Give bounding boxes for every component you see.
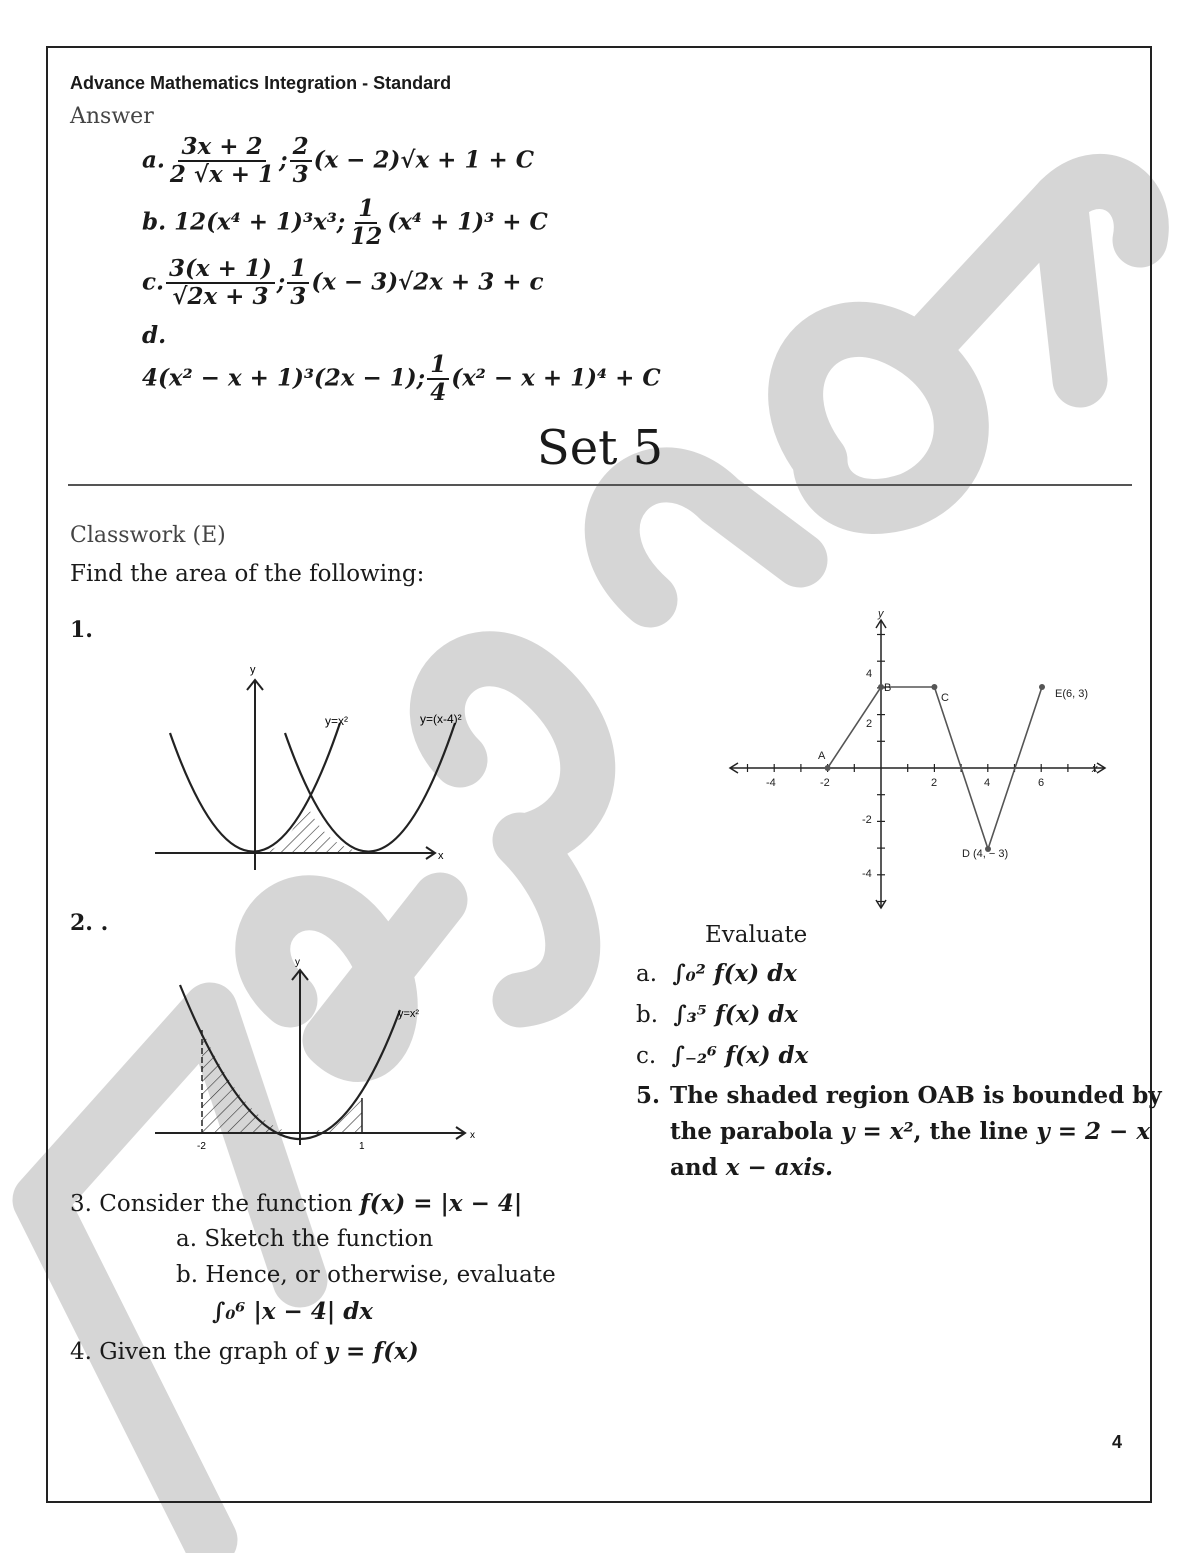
question-5-text: and	[670, 1154, 718, 1181]
question-4-text: 4. Given the graph of	[70, 1339, 318, 1365]
x-tick-label: 6	[1038, 777, 1045, 789]
y-tick-label: -2	[862, 814, 872, 826]
x-tick-label: 4	[984, 777, 991, 789]
point-b-label: B	[884, 682, 892, 694]
question-4	[70, 1338, 419, 1365]
fraction-denominator: √2x + 3	[172, 283, 269, 311]
tick-label-right: 1	[359, 1141, 365, 1152]
point-c	[931, 684, 937, 690]
point-e-label: E(6, 3)	[1055, 688, 1089, 700]
y-axis-label: y	[878, 608, 884, 620]
fraction-numerator: 3x + 2	[178, 134, 265, 162]
instruction: Find the area of the following:	[70, 561, 425, 587]
fraction-denominator: 3	[290, 283, 307, 311]
question-3b: b. Hence, or otherwise, evaluate	[176, 1262, 556, 1288]
fraction-numerator: 2	[290, 134, 312, 162]
question-4-function: y = f(x)	[324, 1338, 419, 1365]
shaded-region	[202, 1030, 362, 1133]
fraction-numerator: 1	[355, 196, 377, 224]
graph-two-parabolas	[150, 655, 490, 880]
question-3-function: f(x) = |x − 4|	[359, 1190, 523, 1217]
evaluate-b-integral: ∫₃⁵ f(x) dx	[673, 1001, 799, 1028]
question-5-line-1: The shaded region OAB is bounded by	[670, 1082, 1162, 1109]
tick-label-left: -2	[197, 1141, 206, 1152]
question-5-axis: x − axis.	[725, 1154, 834, 1181]
answer-c-prefix: c.	[142, 268, 165, 296]
page-number: 4	[1112, 1432, 1123, 1452]
y-axis-label: y	[250, 664, 256, 676]
y-tick-label: 4	[866, 668, 873, 680]
question-5-text: the parabola	[670, 1118, 834, 1145]
answer-b	[142, 196, 548, 251]
x-axis-label: x	[470, 1130, 475, 1141]
evaluate-c-integral: ∫₋₂⁶ f(x) dx	[671, 1042, 809, 1069]
x-tick-label: -2	[820, 777, 830, 789]
question-3-text: 3. Consider the function	[70, 1191, 353, 1217]
x-axis-label: x	[1092, 763, 1098, 775]
y-tick-label: -4	[862, 868, 872, 880]
y-tick-label: 2	[866, 718, 873, 730]
question-3a: a. Sketch the function	[176, 1226, 434, 1252]
evaluate-a	[636, 960, 797, 987]
answer-a-tail: (x − 2)√x + 1 + C	[313, 146, 535, 174]
answer-a-prefix: a.	[142, 146, 165, 174]
question-5-text: , the line	[913, 1118, 1029, 1145]
evaluate-b-label: b.	[636, 1002, 659, 1028]
answer-d-tail: (x² − x + 1)⁴ + C	[451, 364, 661, 392]
fraction-numerator: 1	[287, 256, 309, 284]
evaluate-c	[636, 1042, 808, 1069]
answer-c: c. $\frac{3(x + 1)}{√2x + 3}$ ; $\frac{1}{3}$ (x − 3)√2x + 3 + c	[142, 255, 544, 311]
fraction-numerator: 3(x + 1)	[166, 256, 275, 284]
point-a	[825, 765, 831, 771]
question-5-line-3	[670, 1154, 833, 1181]
answer-c-tail: (x − 3)√2x + 3 + c	[311, 268, 544, 296]
question-3	[70, 1190, 522, 1217]
question-5-parabola: y = x²	[841, 1118, 914, 1145]
evaluate-c-label: c.	[636, 1043, 657, 1069]
point-d-label: D (4, − 3)	[962, 848, 1009, 860]
point-c-label: C	[941, 692, 949, 704]
fraction-denominator: 2 √x + 1	[169, 161, 275, 189]
evaluate-a-integral: ∫₀² f(x) dx	[672, 960, 797, 987]
question-2-number: 2. .	[70, 910, 109, 936]
question-5-line-2	[670, 1118, 1150, 1145]
answer-d-label: d.	[142, 322, 167, 349]
question-5-number: 5.	[636, 1082, 661, 1109]
divider	[68, 484, 1132, 486]
answer-label: Answer	[70, 104, 154, 129]
point-a-label: A	[818, 750, 826, 762]
question-1-number: 1.	[70, 617, 93, 643]
fraction-numerator: 1	[427, 352, 449, 380]
answer-d	[142, 352, 661, 407]
document-header: Advance Mathematics Integration - Standard	[70, 73, 452, 93]
point-e	[1039, 684, 1045, 690]
curve-1-label: y=x²	[325, 714, 349, 728]
y-axis-label: y	[295, 957, 300, 968]
question-5-line: y = 2 − x	[1036, 1118, 1151, 1145]
fraction-denominator: 12	[350, 223, 383, 251]
answer-b-head: b. 12(x⁴ + 1)³x³;	[142, 208, 346, 236]
evaluate-a-label: a.	[636, 961, 658, 987]
x-tick-label: 2	[931, 777, 938, 789]
fraction-denominator: 3	[292, 161, 309, 189]
question-3b-integral: ∫₀⁶ |x − 4| dx	[212, 1298, 374, 1325]
x-tick-label: -4	[766, 777, 776, 789]
classwork-label: Classwork (E)	[70, 523, 226, 548]
evaluate-label: Evaluate	[705, 922, 808, 948]
set-title: Set 5	[536, 420, 664, 476]
answer-b-tail: (x⁴ + 1)³ + C	[387, 208, 548, 236]
x-axis-label: x	[438, 850, 444, 862]
graph-parabola-shaded	[150, 955, 490, 1155]
fraction-denominator: 4	[430, 379, 447, 407]
answer-a: a. $\frac{3x + 2}{2 √x + 1}$ ; $\frac{2}{3}$ (x − 2)√x + 1 + C	[142, 133, 535, 189]
graph-piecewise-function	[720, 605, 1115, 915]
curve-label: y=x²	[398, 1008, 420, 1020]
answer-d-head: 4(x² − x + 1)³(2x − 1);	[142, 364, 426, 392]
curve-2-label: y=(x-4)²	[420, 712, 462, 726]
evaluate-b	[636, 1001, 798, 1028]
